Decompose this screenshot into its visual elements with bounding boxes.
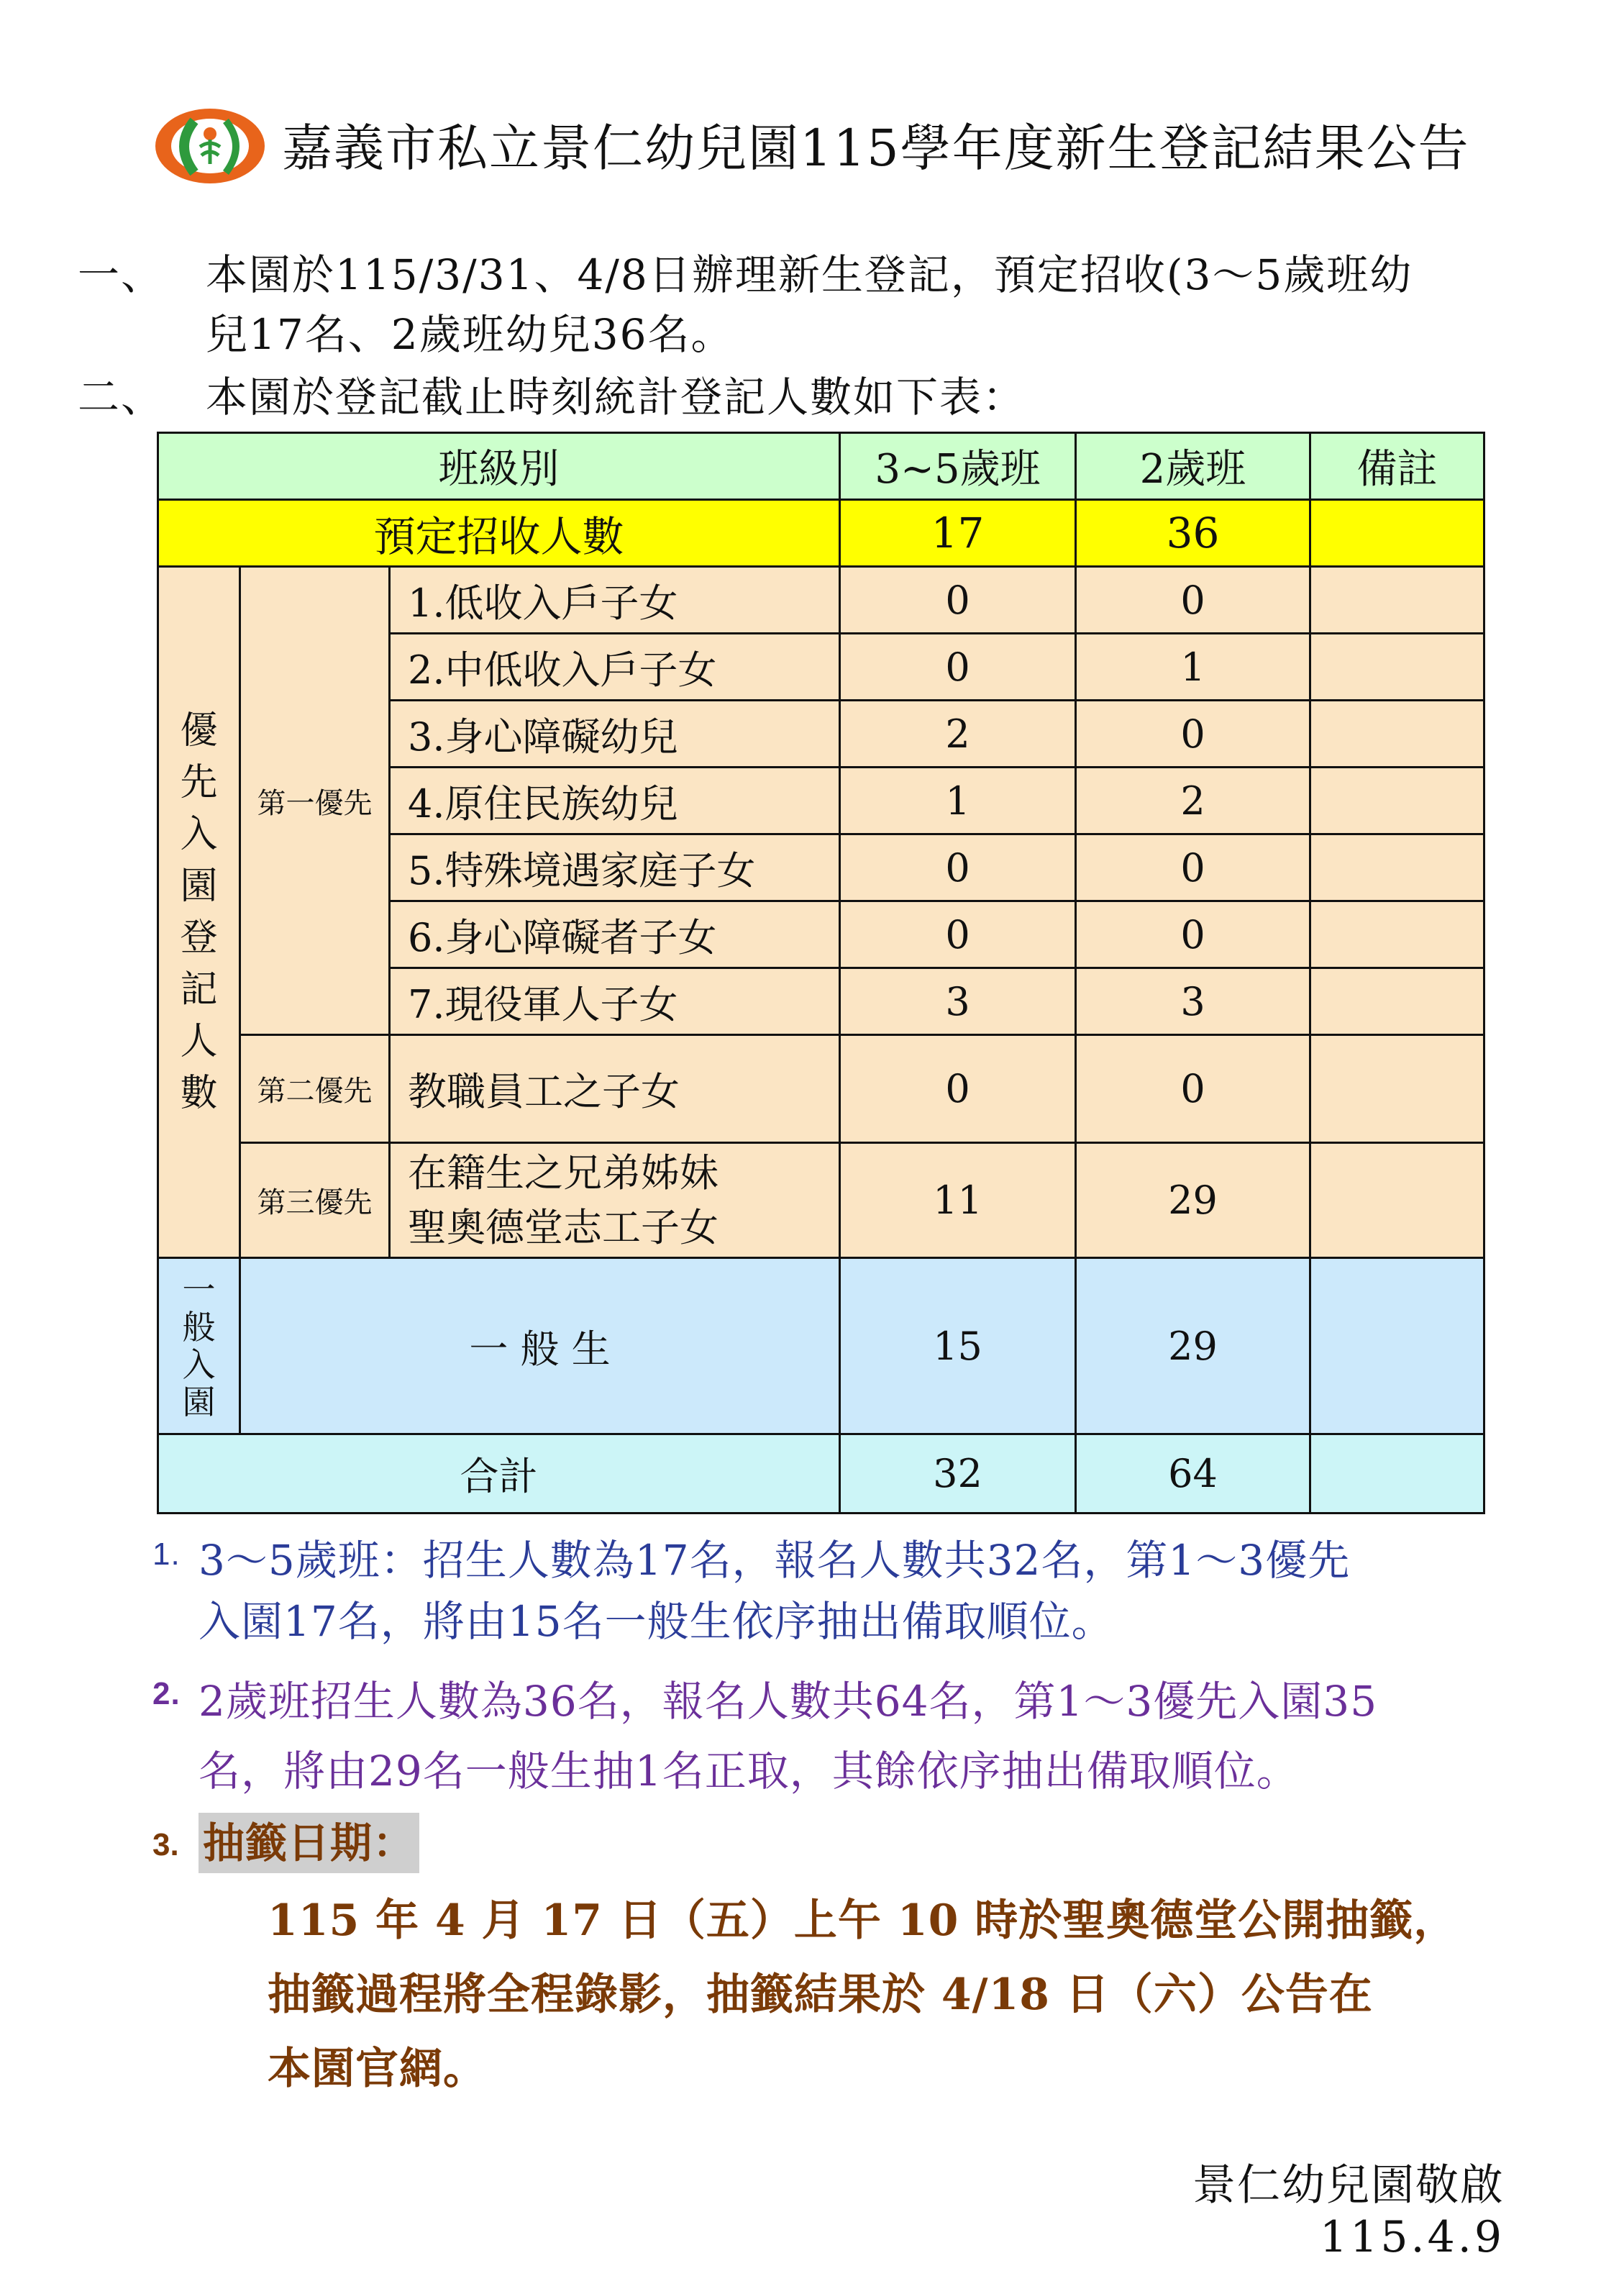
row-note <box>1310 567 1484 634</box>
planned-label: 預定招收人數 <box>158 500 840 567</box>
section-1-line-1: 本園於115/3/31、4/8日辦理新生登記，預定招收(3～5歲班幼 <box>206 250 1413 299</box>
third-priority-line-2: 聖奧德堂志工子女 <box>408 1204 719 1250</box>
row-note <box>1310 701 1484 768</box>
table-row <box>158 1035 1484 1143</box>
planned-row <box>158 500 1484 567</box>
row-2: 0 <box>1076 834 1310 901</box>
draw-line-3: 本園官網。 <box>268 2044 487 2094</box>
row-3-5: 0 <box>840 634 1076 701</box>
draw-heading: 抽籤日期： <box>199 1813 419 1873</box>
row-note <box>1310 1035 1484 1143</box>
general-row <box>158 1258 1484 1434</box>
table-row <box>158 1143 1484 1258</box>
priority-group-label: 優 先 入 園 登 記 人 數 <box>158 567 240 1258</box>
row-2: 3 <box>1076 968 1310 1035</box>
row-label: 4.原住民族幼兒 <box>390 768 840 834</box>
total-row <box>158 1434 1484 1514</box>
general-group-label: 一 般 入 園 <box>158 1258 240 1434</box>
section-marker-1: 一、 <box>78 250 165 299</box>
second-priority-label: 第二優先 <box>240 1035 390 1143</box>
first-priority-label: 第一優先 <box>240 567 390 1035</box>
row-2: 0 <box>1076 1035 1310 1143</box>
row-3-5: 11 <box>840 1143 1076 1258</box>
row-note <box>1310 968 1484 1035</box>
row-3-5: 2 <box>840 701 1076 768</box>
row-3-5: 0 <box>840 901 1076 968</box>
section-1-line-2: 兒17名、2歲班幼兒36名。 <box>206 310 734 359</box>
table-row <box>158 567 1484 634</box>
page-title: 嘉義市私立景仁幼兒園115學年度新生登記結果公告 <box>282 119 1470 178</box>
row-2: 0 <box>1076 901 1310 968</box>
row-2: 1 <box>1076 634 1310 701</box>
general-3-5: 15 <box>840 1258 1076 1434</box>
section-2-line-1: 本園於登記截止時刻統計登記人數如下表： <box>206 373 1026 422</box>
kindergarten-logo-icon <box>152 106 268 186</box>
row-3-5: 1 <box>840 768 1076 834</box>
total-label: 合計 <box>158 1434 840 1514</box>
signature: 景仁幼兒園敬啟 <box>1192 2160 1505 2211</box>
planned-3-5: 17 <box>840 500 1076 567</box>
general-2: 29 <box>1076 1258 1310 1434</box>
draw-line-2: 抽籤過程將全程錄影，抽籤結果於 4/18 日（六）公告在 <box>268 1970 1373 2020</box>
planned-note <box>1310 500 1484 567</box>
total-3-5: 32 <box>840 1434 1076 1514</box>
row-label: 5.特殊境遇家庭子女 <box>390 834 840 901</box>
row-label: 1.低收入戶子女 <box>390 567 840 634</box>
note-2-line-2: 名，將由29名一般生抽1名正取，其餘依序抽出備取順位。 <box>199 1747 1299 1795</box>
row-note <box>1310 768 1484 834</box>
total-note <box>1310 1434 1484 1514</box>
draw-line-1: 115 年 4 月 17 日（五）上午 10 時於聖奧德堂公開抽籤， <box>268 1895 1458 1946</box>
note-1-line-2: 入園17名，將由15名一般生依序抽出備取順位。 <box>199 1597 1114 1646</box>
row-3-5: 0 <box>840 1035 1076 1143</box>
row-note <box>1310 834 1484 901</box>
note-2-line-1: 2歲班招生人數為36名，報名人數共64名，第1～3優先入園35 <box>199 1677 1378 1726</box>
section-marker-2: 二、 <box>78 373 165 422</box>
third-priority-label: 第三優先 <box>240 1143 390 1258</box>
header-3-5: 3~5歲班 <box>840 433 1076 500</box>
general-label: 一 般 生 <box>240 1258 840 1434</box>
row-2: 2 <box>1076 768 1310 834</box>
issue-date: 115.4.9 <box>1319 2212 1505 2262</box>
general-note <box>1310 1258 1484 1434</box>
registration-table <box>157 432 1485 1514</box>
row-2: 29 <box>1076 1143 1310 1258</box>
row-3-5: 0 <box>840 567 1076 634</box>
row-label: 7.現役軍人子女 <box>390 968 840 1035</box>
planned-2: 36 <box>1076 500 1310 567</box>
row-note <box>1310 634 1484 701</box>
row-label: 2.中低收入戶子女 <box>390 634 840 701</box>
row-3-5: 3 <box>840 968 1076 1035</box>
row-label <box>390 1143 840 1258</box>
row-label: 3.身心障礙幼兒 <box>390 701 840 768</box>
note-1-line-1: 3～5歲班：招生人數為17名，報名人數共32名，第1～3優先 <box>199 1536 1351 1585</box>
draw-number: 3. <box>152 1827 179 1862</box>
row-2: 0 <box>1076 567 1310 634</box>
header-2: 2歲班 <box>1076 433 1310 500</box>
table-header-row <box>158 433 1484 500</box>
row-note <box>1310 1143 1484 1258</box>
row-note <box>1310 901 1484 968</box>
total-2: 64 <box>1076 1434 1310 1514</box>
note-1-number: 1. <box>152 1537 181 1572</box>
header-note: 備註 <box>1310 433 1484 500</box>
third-priority-line-1: 在籍生之兄弟姊妹 <box>408 1150 719 1196</box>
row-3-5: 0 <box>840 834 1076 901</box>
note-2-number: 2. <box>152 1676 181 1711</box>
row-label: 教職員工之子女 <box>390 1035 840 1143</box>
header-class: 班級別 <box>158 433 840 500</box>
row-2: 0 <box>1076 701 1310 768</box>
row-label: 6.身心障礙者子女 <box>390 901 840 968</box>
